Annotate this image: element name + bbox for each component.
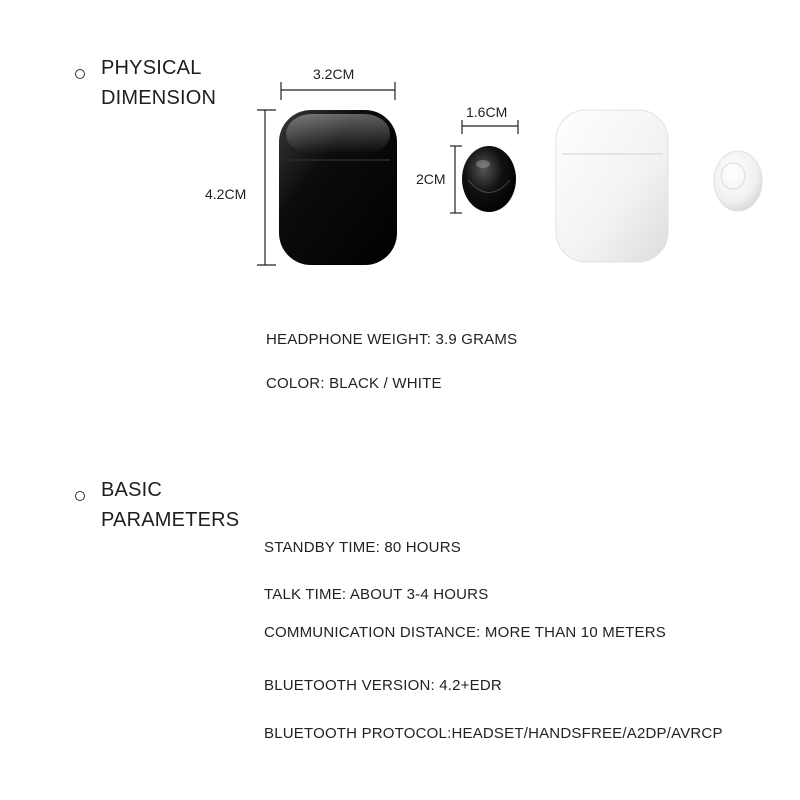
case-width-dimension (281, 82, 395, 100)
bullet-circle-icon (75, 491, 85, 501)
bt-protocol-value: HEADSET/HANDSFREE/A2DP/AVRCP (451, 725, 723, 742)
case-height-dimension (257, 110, 276, 265)
distance-spec: COMMUNICATION DISTANCE: MORE THAN 10 METERS (264, 624, 666, 641)
earbud-height-label: 2CM (416, 171, 446, 187)
white-earbud (714, 151, 762, 211)
bt-protocol-spec (264, 725, 723, 742)
physical-title-line1: PHYSICAL (101, 57, 202, 79)
case-width-label: 3.2CM (313, 66, 355, 82)
earbud-width-label: 1.6CM (466, 104, 508, 120)
standby-spec: STANDBY TIME: 80 HOURS (264, 539, 461, 556)
case-height-label: 4.2CM (205, 186, 247, 202)
bt-protocol-label: BLUETOOTH PROTOCOL: (264, 725, 452, 742)
bt-version-spec: BLUETOOTH VERSION: 4.2+EDR (264, 677, 502, 694)
basic-title-line1: BASIC (101, 479, 163, 501)
earbud-height-dimension (450, 146, 462, 213)
black-earbud (462, 146, 516, 212)
basic-section-title (101, 475, 239, 535)
black-charging-case (279, 110, 397, 265)
basic-title-line2: PARAMETERS (101, 509, 240, 531)
weight-spec: HEADPHONE WEIGHT: 3.9 GRAMS (266, 331, 518, 348)
physical-title-line2: DIMENSION (101, 87, 217, 109)
color-spec: COLOR: BLACK / WHITE (266, 375, 442, 392)
earbud-width-dimension (462, 120, 518, 134)
talk-time-spec: TALK TIME: ABOUT 3-4 HOURS (264, 586, 489, 603)
white-charging-case (556, 110, 668, 262)
